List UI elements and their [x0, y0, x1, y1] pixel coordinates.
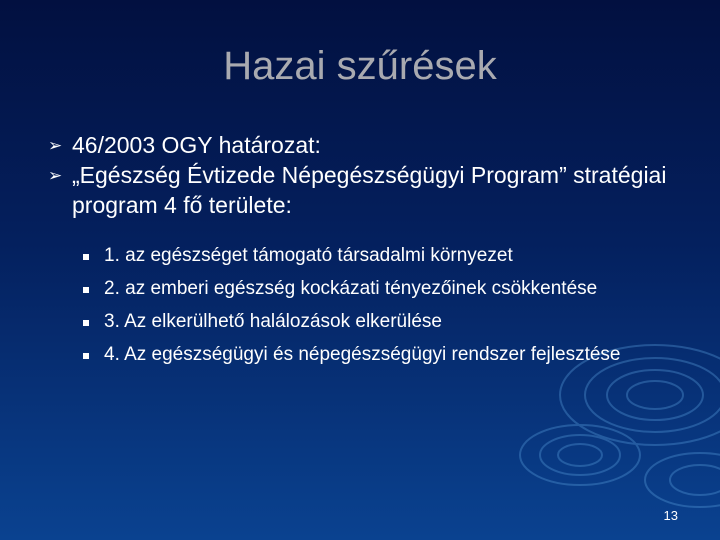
- bullet-item: [48, 160, 698, 220]
- sub-bullet-list: [80, 244, 680, 376]
- bullet-text: „Egészség Évtizede Népegészségügyi Program” stratégiai program 4 fő területe:: [72, 162, 667, 218]
- slide-title: Hazai szűrések: [223, 44, 497, 88]
- bullet-item: [48, 130, 698, 160]
- sub-bullet-text: 2. az emberi egészség kockázati tényezőinek csökkentése: [104, 278, 598, 299]
- bullet-list: [48, 130, 698, 220]
- square-bullet-icon: [83, 320, 89, 326]
- square-bullet-icon: [83, 287, 89, 293]
- sub-bullet-text: 3. Az elkerülhető halálozások elkerülése: [104, 311, 442, 332]
- square-bullet-icon: [83, 353, 89, 359]
- page-number: 13: [663, 508, 678, 523]
- sub-bullet-item: [80, 343, 680, 367]
- sub-bullet-item: [80, 244, 680, 268]
- sub-bullet-item: [80, 277, 680, 301]
- sub-bullet-text: 1. az egészséget támogató társadalmi környezet: [104, 245, 513, 266]
- square-bullet-icon: [83, 254, 89, 260]
- sub-bullet-item: [80, 310, 680, 334]
- bullet-text: 46/2003 OGY határozat:: [72, 132, 321, 158]
- arrow-bullet-icon: ➢: [48, 136, 63, 155]
- arrow-bullet-icon: ➢: [48, 166, 63, 185]
- sub-bullet-text: 4. Az egészségügyi és népegészségügyi rendszer fejlesztése: [104, 344, 621, 365]
